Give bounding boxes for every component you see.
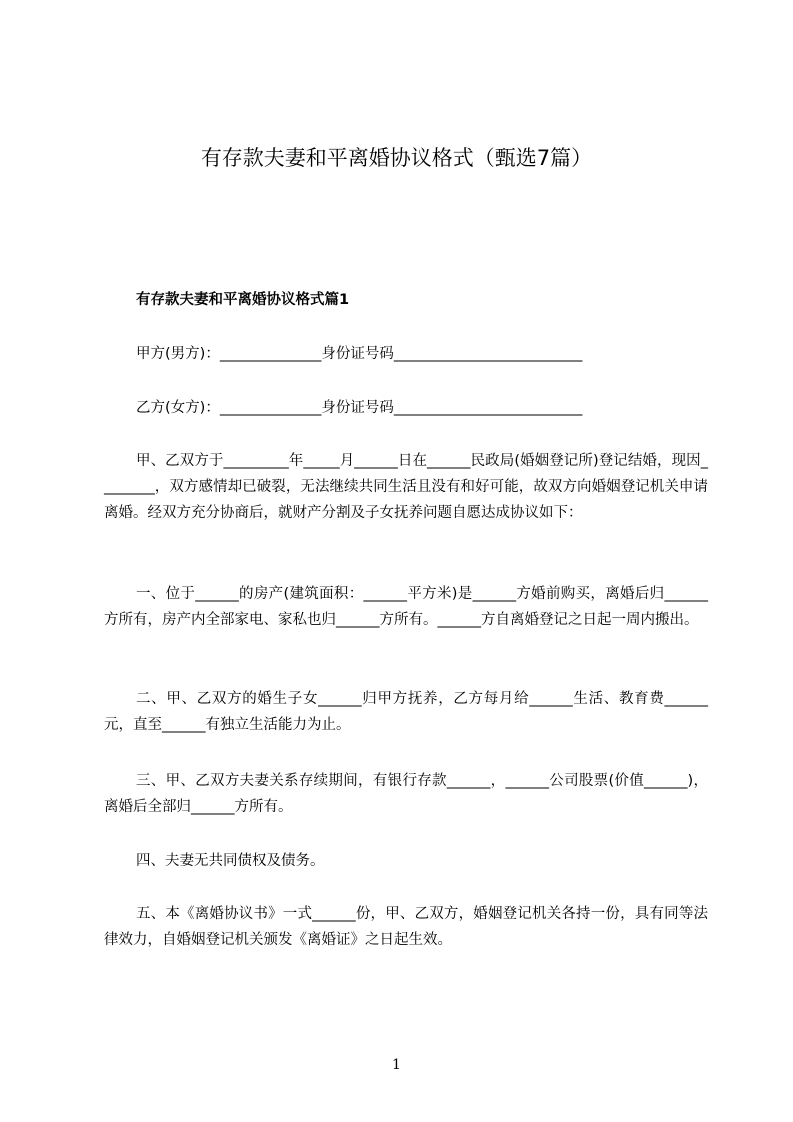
paragraph-clause-2: 二、甲、乙双方的婚生子女______归甲方抚养，乙方每月给______生活、教育费______元，直至______有独立生活能力为止。 (104, 691, 708, 733)
party-b-line: 乙方(女方)：______________身份证号码__________________________ (136, 400, 583, 416)
page-number: 1 (392, 1057, 401, 1073)
paragraph-intro: 甲、乙双方于_________年_____月______日在______民政局(婚姻登记所)登记结婚，现因________，双方感情却已破裂，无法继续共同生活且没有和好可能，故双方向婚姻登记机关申请离婚。经双方充分协商后，就财产分割及子女抚养问题自愿达成协议如下： (104, 453, 708, 521)
paragraph-clause-4: 四、夫妻无共同债权及债务。 (136, 853, 325, 869)
party-a-line: 甲方(男方)：______________身份证号码__________________________ (136, 346, 583, 362)
paragraph-clause-5: 五、本《离婚协议书》一式______份，甲、乙双方，婚姻登记机关各持一份，具有同等法律效力，自婚姻登记机关颁发《离婚证》之日起生效。 (104, 906, 708, 948)
section-title: 有存款夫妻和平离婚协议格式篇1 (136, 292, 350, 308)
paragraph-clause-1: 一、位于______的房产(建筑面积：______平方米)是______方婚前购买，离婚后归______方所有，房产内全部家电、家私也归______方所有。______方自离婚登记之日起一周内搬出。 (104, 586, 708, 628)
paragraph-clause-3: 三、甲、乙双方夫妻关系存续期间，有银行存款______，______公司股票(价值______)，离婚后全部归______方所有。 (104, 773, 708, 815)
document-title: 有存款夫妻和平离婚协议格式（甄选7篇） (200, 146, 593, 170)
